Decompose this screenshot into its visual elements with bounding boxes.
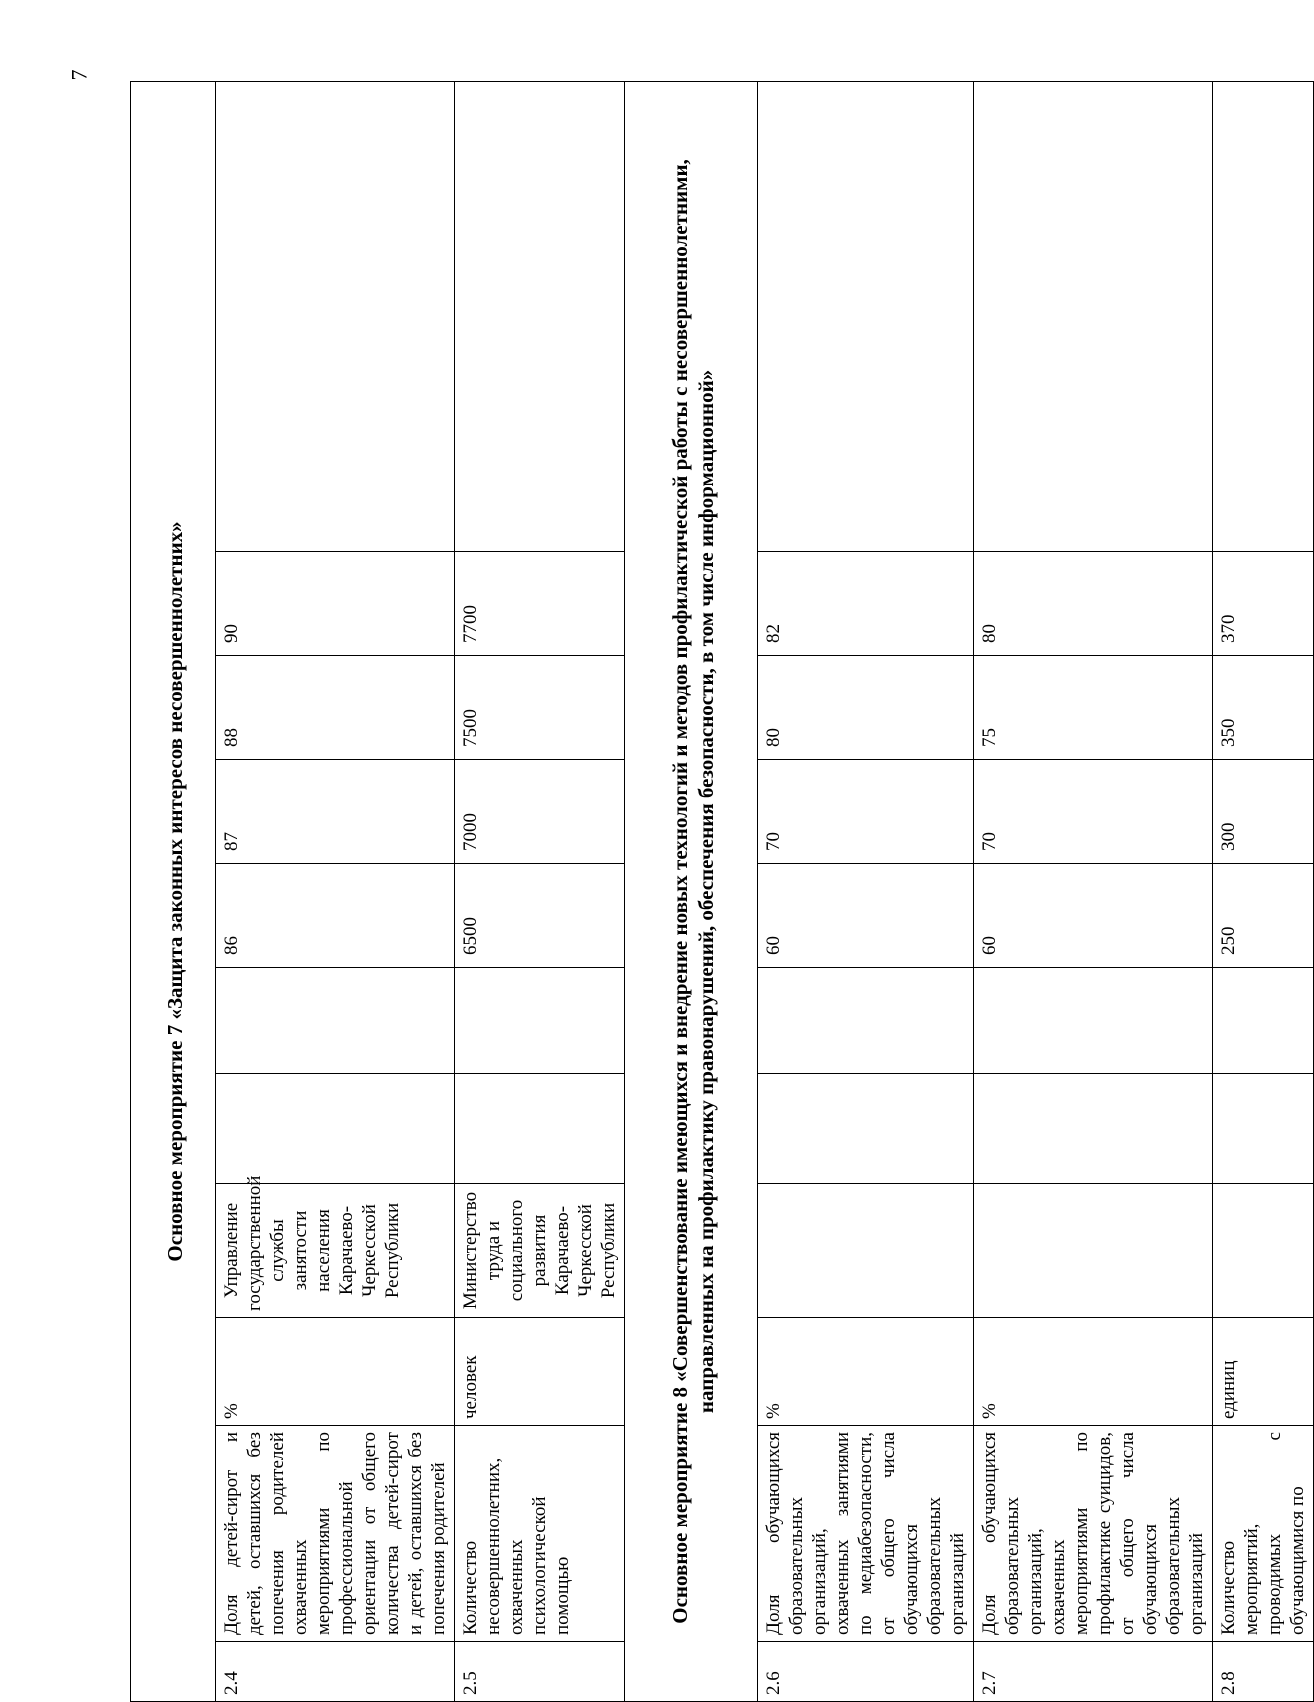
extra-cell [1213,81,1314,551]
table-row [455,81,625,1701]
row-number: 2.6 [758,1642,974,1702]
value-2: 87 [216,760,455,864]
value-2: 70 [758,760,974,864]
unit: человек [455,1318,625,1426]
value-1: 250 [1213,864,1314,968]
value-3: 75 [974,656,1213,760]
section-7-title: Основное мероприятие 7 «Защита законных интересов несовершеннолетних» [131,81,216,1701]
value-3: 7500 [455,656,625,760]
value-1: 86 [216,864,455,968]
page-number: 7 [66,69,92,81]
indicator-name: Количество мероприятий, проводимых с обучающимися по [1213,1426,1314,1642]
unit: единиц [1213,1318,1314,1426]
value-1: 60 [974,864,1213,968]
table-row [974,81,1213,1701]
section-7-header-row [131,81,216,1701]
extra-cell [974,81,1213,551]
baseline-2 [216,968,455,1074]
row-number: 2.4 [216,1642,455,1702]
value-2: 7000 [455,760,625,864]
row-number: 2.7 [974,1642,1213,1702]
value-3: 88 [216,656,455,760]
section-8-title: Основное мероприятие 8 «Совершенствование имеющихся и внедрение новых технологий и методов профилактической работы с несовершеннолетними, направленных на профилактику правонарушений, обеспечения безопасности, в том числе информационной» [625,81,758,1701]
table-row [216,81,455,1701]
indicators-table [130,81,1314,1702]
row-number: 2.5 [455,1642,625,1702]
baseline-2 [758,968,974,1074]
table-row [1213,81,1314,1701]
responsible-org [758,1184,974,1318]
value-1: 6500 [455,864,625,968]
baseline-1 [1213,1074,1314,1184]
rotated-page-content [130,82,1308,1702]
value-4: 90 [216,552,455,656]
indicator-name: Количество несовершеннолетних, охваченных психологической помощью [455,1426,625,1642]
value-4: 7700 [455,552,625,656]
baseline-1 [758,1074,974,1184]
value-4: 370 [1213,552,1314,656]
value-2: 300 [1213,760,1314,864]
row-number: 2.8 [1213,1642,1314,1702]
baseline-2 [1213,968,1314,1074]
baseline-2 [974,968,1213,1074]
indicator-name: Доля обучающихся образовательных организаций, охваченных мероприятиями по профилактике суицидов, от общего числа обучающихся образовательных организаций [974,1426,1213,1642]
extra-cell [758,81,974,551]
value-4: 82 [758,552,974,656]
baseline-1 [974,1074,1213,1184]
unit: % [974,1318,1213,1426]
baseline-1 [455,1074,625,1184]
unit: % [758,1318,974,1426]
section-8-header-row [625,81,758,1701]
value-3: 350 [1213,656,1314,760]
value-3: 80 [758,656,974,760]
baseline-2 [455,968,625,1074]
responsible-org [974,1184,1213,1318]
value-1: 60 [758,864,974,968]
extra-cell [455,81,625,551]
indicator-name: Доля обучающихся образовательных организаций, охваченных занятиями по медиабезопасности, от общего числа обучающихся образовательных организаций [758,1426,974,1642]
unit: % [216,1318,455,1426]
responsible-org: Министерство труда и социального развития Карачаево-Черкесской Республики [455,1184,625,1318]
responsible-org [1213,1184,1314,1318]
baseline-1 [216,1074,455,1184]
table-row [758,81,974,1701]
indicator-name: Доля детей-сирот и детей, оставшихся без попечения родителей охваченных мероприятиями по профессиональной ориентации от общего количества детей-сирот и детей, оставшихся без попечения родителей [216,1426,455,1642]
responsible-org: Управление государственной службы занятости населения Карачаево-Черкесской Республики [216,1184,455,1318]
extra-cell [216,81,455,551]
value-4: 80 [974,552,1213,656]
value-2: 70 [974,760,1213,864]
